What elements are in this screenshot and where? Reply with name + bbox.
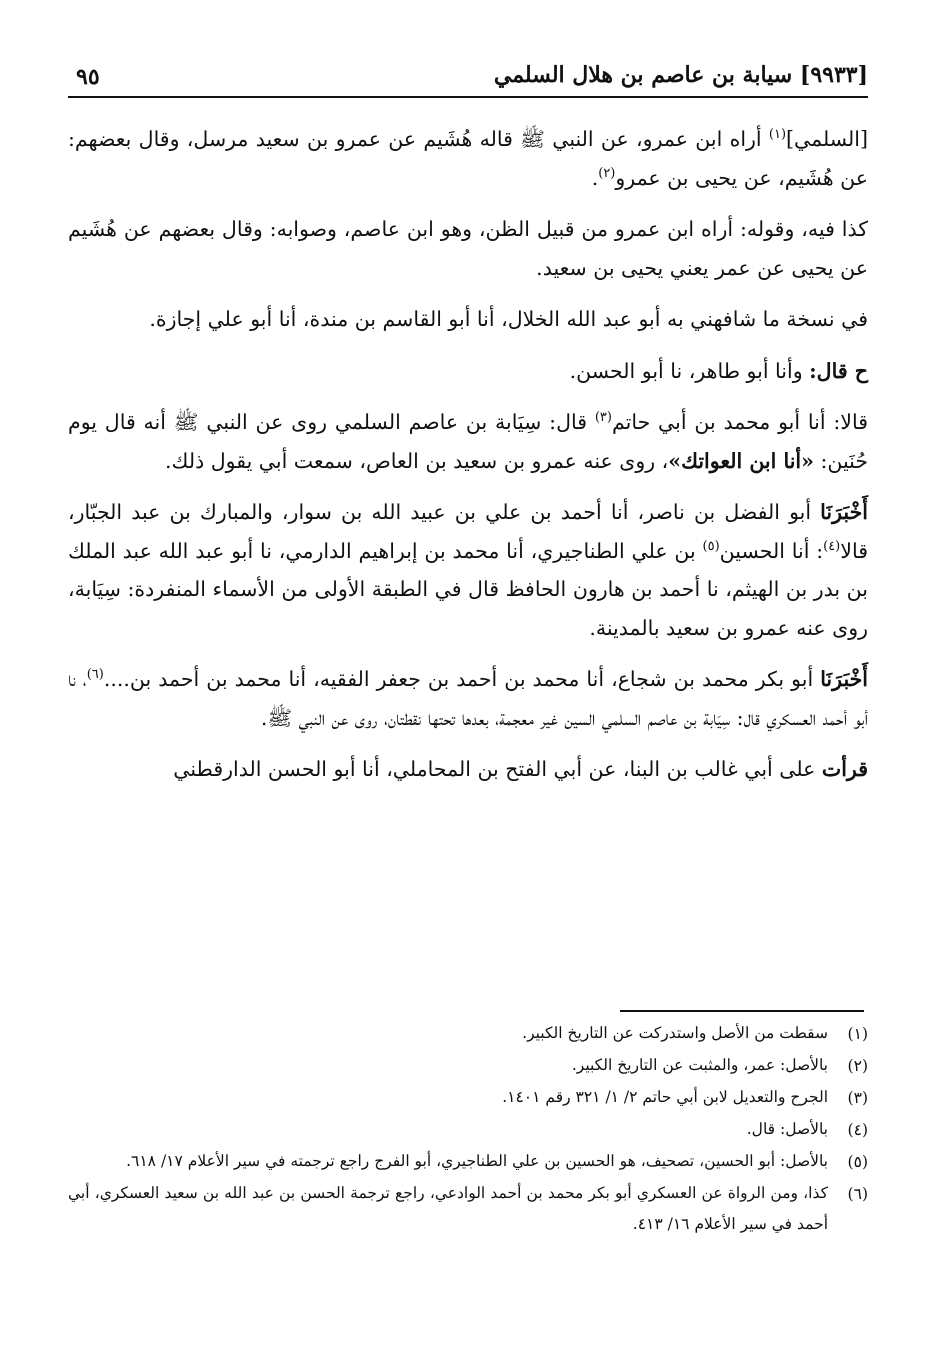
paragraph	[68, 493, 868, 647]
footnote-ref: (٢)	[598, 165, 616, 181]
text-run: ، روى عنه عمرو بن سعيد بن العاص، سمعت أبي يقول ذلك.	[165, 448, 669, 473]
text-run: بن علي الطناجيري، أنا محمد بن إبراهيم الدارمي، نا أبو عبد الله عبد الملك بن بدر بن الهيثم، نا أحمد بن هارون الحافظ قال في الطبقة الأولى من الأسماء المنفردة: سِيَابة، روى عنه عمرو بن سعيد بالمدينة.	[68, 538, 868, 640]
bold-text: «أنا ابن العواتك»	[668, 448, 814, 473]
footnote-number: (٥)	[847, 1153, 868, 1171]
bold-text: أَخْبَرَنَا	[820, 500, 868, 524]
footnote-text: كذا، ومن الرواة عن العسكري أبو بكر محمد بن أحمد الوادعي، راجع ترجمة الحسن بن عبد الله بن سعيد العسكري، أبي أحمد في سير الأعلام ١٦/ ٤١٣.	[68, 1184, 828, 1233]
text-run: قالا: أنا أبو محمد بن أبي حاتم	[611, 410, 868, 434]
bold-text: أَخْبَرَنَا	[820, 667, 869, 691]
footnote-number: (٤)	[847, 1121, 868, 1139]
text-run: أبو الفضل بن ناصر، أنا أحمد بن علي بن عبيد الله بن سوار، والمبارك بن عبد الجبّار، قالا	[68, 500, 868, 563]
footnote-text: بالأصل: قال.	[746, 1120, 828, 1138]
footnote-text: الجرح والتعديل لابن أبي حاتم ٢/ ١/ ٣٢١ رقم ١٤٠١.	[502, 1088, 828, 1106]
footnote-text: بالأصل: عمر، والمثبت عن التاريخ الكبير.	[571, 1056, 828, 1074]
footnote-divider	[620, 1010, 864, 1012]
footnote-number: (٢)	[847, 1057, 868, 1075]
text-run: في نسخة ما شافهني به أبو عبد الله الخلال، أنا أبو القاسم بن مندة، أنا أبو علي إجازة.	[149, 307, 868, 331]
text-run: : أنا الحسين	[719, 538, 824, 563]
footnote	[68, 1178, 868, 1240]
main-text	[68, 120, 868, 802]
paragraph	[68, 750, 868, 789]
bold-text: قرأت	[821, 757, 868, 781]
footnote	[68, 1050, 868, 1082]
bold-text: ح قال:	[809, 358, 868, 383]
page-header	[68, 60, 868, 98]
text-run: على أبي غالب بن البنا، عن أبي الفتح بن المحاملي، أنا أبو الحسن الدارقطني	[173, 757, 822, 781]
footnote	[68, 1114, 868, 1146]
footnote-ref: (٦)	[86, 667, 104, 682]
footnotes	[68, 1018, 868, 1240]
text-run: .	[591, 165, 599, 190]
footnote-number: (١)	[847, 1025, 868, 1043]
footnote-text: سقطت من الأصل واستدركت عن التاريخ الكبير.	[522, 1024, 828, 1042]
footnote	[68, 1018, 868, 1050]
text-run: أراه ابن عمرو، عن النبي ﷺ قاله هُشَيم عن عمرو بن سعيد مرسل، وقال بعضهم: عن هُشَيم، عن يحيى بن عمرو	[68, 127, 868, 190]
footnote-number: (٣)	[847, 1089, 868, 1107]
paragraph	[68, 403, 868, 480]
footnote-ref: (٣)	[594, 410, 612, 425]
footnote	[68, 1146, 868, 1178]
paragraph	[68, 120, 868, 197]
text-run: قال: سِيَابة بن عاصم السلمي روى عن النبي ﷺ أنه قال يوم حُنَين:	[68, 410, 868, 473]
text-run: أبو بكر محمد بن شجاع، أنا محمد بن أحمد بن جعفر الفقيه، أنا محمد بن أحمد بن....	[103, 667, 821, 691]
paragraph	[68, 210, 868, 287]
text-run: وأنا أبو طاهر، نا أبو الحسن.	[569, 358, 810, 383]
footnote	[68, 1082, 868, 1114]
footnote-ref: (١)	[768, 127, 787, 142]
paragraph	[68, 660, 868, 737]
text-run: ، نا أبو أحمد العسكري قال: سِيَابة بن عاصم السلمي السين غير معجمة، بعدها تحتها نقطتان، روى عن النبي ﷺ.	[68, 667, 868, 730]
text-run: [السلمي]	[786, 127, 868, 151]
footnote-number: (٦)	[847, 1185, 868, 1203]
running-title: [٩٩٣٣] سيابة بن عاصم بن هلال السلمي	[493, 62, 868, 88]
footnote-ref: (٥)	[702, 538, 720, 554]
page-number: ٩٥	[76, 64, 100, 90]
footnote-ref: (٤)	[823, 538, 841, 554]
text-run: كذا فيه، وقوله: أراه ابن عمرو من قبيل الظن، وهو ابن عاصم، وصوابه: وقال بعضهم عن هُشَيم عن يحيى عن عمر يعني يحيى بن سعيد.	[68, 217, 868, 280]
footnote-text: بالأصل: أبو الحسين، تصحيف، هو الحسين بن علي الطناجيري، أبو الفرج راجع ترجمته في سير الأعلام ١٧/ ٦١٨.	[126, 1152, 828, 1170]
paragraph	[68, 352, 868, 391]
paragraph	[68, 300, 868, 339]
